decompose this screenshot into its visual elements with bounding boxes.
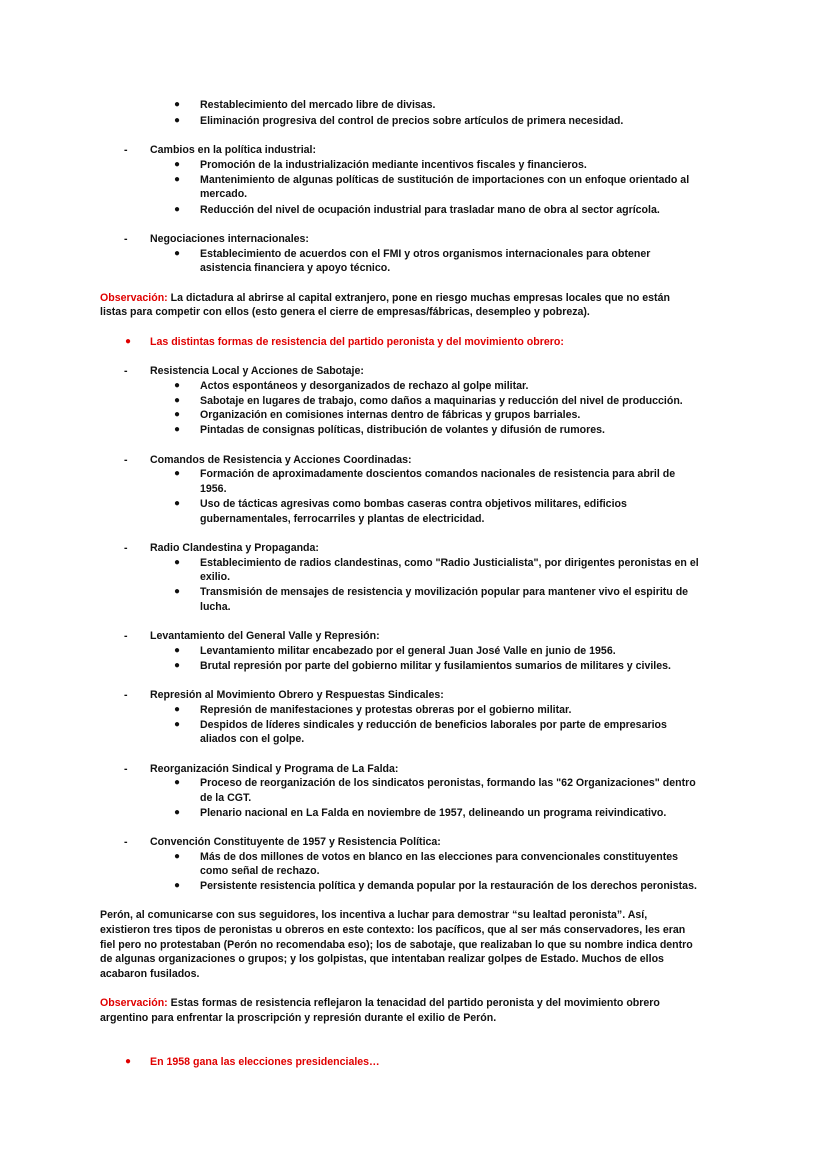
dash-marker: -: [124, 689, 128, 701]
observation-paragraph: [100, 291, 670, 306]
bullet-icon: ●: [125, 336, 132, 347]
list-item: Establecimiento de acuerdos con el FMI y otros organismos internacionales para obtener: [200, 248, 651, 260]
list-item: Sabotaje en lugares de trabajo, como daños a maquinarias y reducción del nivel de producción.: [200, 395, 683, 407]
bullet-icon: ●: [174, 777, 181, 788]
section-heading: Resistencia Local y Acciones de Sabotaje:: [150, 365, 364, 377]
dash-marker: -: [124, 233, 128, 245]
list-item: Reducción del nivel de ocupación industrial para trasladar mano de obra al sector agrícola.: [200, 204, 660, 216]
list-item: Transmisión de mensajes de resistencia y movilización popular para mantener vivo el espiritu de: [200, 586, 689, 598]
bullet-icon: ●: [174, 248, 181, 259]
bullet-icon: ●: [174, 174, 181, 185]
paragraph-line: argentino para enfrentar la proscripción y represión durante el exilio de Perón.: [100, 1012, 497, 1024]
list-item: Despidos de líderes sindicales y reducción de beneficios laborales por parte de empresarios: [200, 719, 667, 731]
observation-label: Observación:: [100, 997, 168, 1009]
section-heading: Levantamiento del General Valle y Represión:: [150, 630, 380, 642]
dash-marker: -: [124, 365, 128, 377]
paragraph-line: Perón, al comunicarse con sus seguidores, los incentiva a luchar para demostrar “su lealtad peronista”. Así,: [100, 909, 648, 921]
bullet-icon: ●: [174, 424, 181, 435]
bullet-icon: ●: [174, 557, 181, 568]
observation-paragraph: [100, 996, 660, 1011]
list-item-continuation: 1956.: [200, 483, 227, 495]
list-item: Actos espontáneos y desorganizados de rechazo al golpe militar.: [200, 380, 529, 392]
dash-marker: -: [124, 763, 128, 775]
list-item: Uso de tácticas agresivas como bombas caseras contra objetivos militares, edificios: [200, 498, 627, 510]
section-heading: Cambios en la política industrial:: [150, 144, 316, 156]
bullet-icon: ●: [174, 409, 181, 420]
section-heading: Negociaciones internacionales:: [150, 233, 309, 245]
bullet-icon: ●: [174, 395, 181, 406]
section-heading: Reorganización Sindical y Programa de La Falda:: [150, 763, 399, 775]
list-item: Levantamiento militar encabezado por el general Juan José Valle en junio de 1956.: [200, 645, 616, 657]
paragraph-line: listas para competir con ellos (esto genera el cierre de empresas/fábricas, desempleo y pobreza).: [100, 306, 590, 318]
paragraph-line: acabaron fusilados.: [100, 968, 200, 980]
list-item: Represión de manifestaciones y protestas obreras por el gobierno militar.: [200, 704, 572, 716]
list-item: Promoción de la industrialización mediante incentivos fiscales y financieros.: [200, 159, 587, 171]
bullet-icon: ●: [174, 645, 181, 656]
bullet-icon: ●: [174, 851, 181, 862]
bullet-icon: ●: [125, 1056, 132, 1067]
list-item-continuation: como señal de rechazo.: [200, 865, 320, 877]
section-heading: Radio Clandestina y Propaganda:: [150, 542, 319, 554]
section-heading: Represión al Movimiento Obrero y Respuestas Sindicales:: [150, 689, 444, 701]
bullet-icon: ●: [174, 115, 181, 126]
section-heading: Convención Constituyente de 1957 y Resistencia Política:: [150, 836, 441, 848]
red-heading: En 1958 gana las elecciones presidenciales…: [150, 1056, 380, 1068]
bullet-icon: ●: [174, 380, 181, 391]
dash-marker: -: [124, 144, 128, 156]
bullet-icon: ●: [174, 468, 181, 479]
list-item: Eliminación progresiva del control de precios sobre artículos de primera necesidad.: [200, 115, 624, 127]
paragraph-line: existieron tres tipos de peronistas u obreros en este contexto: los pacíficos, que al ser más conservadores, les eran: [100, 924, 686, 936]
observation-text: Estas formas de resistencia reflejaron la tenacidad del partido peronista y del movimiento obrero: [167, 997, 660, 1009]
list-item: Proceso de reorganización de los sindicatos peronistas, formando las "62 Organizaciones" dentro: [200, 777, 696, 789]
list-item: Restablecimiento del mercado libre de divisas.: [200, 99, 436, 111]
list-item: Brutal represión por parte del gobierno militar y fusilamientos sumarios de militares y civiles.: [200, 660, 671, 672]
list-item-continuation: lucha.: [200, 601, 231, 613]
bullet-icon: ●: [174, 498, 181, 509]
bullet-icon: ●: [174, 204, 181, 215]
list-item-continuation: asistencia financiera y apoyo técnico.: [200, 262, 391, 274]
bullet-icon: ●: [174, 586, 181, 597]
bullet-icon: ●: [174, 880, 181, 891]
dash-marker: -: [124, 454, 128, 466]
list-item-continuation: de la CGT.: [200, 792, 252, 804]
list-item: Persistente resistencia política y demanda popular por la restauración de los derechos peronistas.: [200, 880, 697, 892]
list-item-continuation: gubernamentales, ferrocarriles y plantas de electricidad.: [200, 513, 485, 525]
list-item: Más de dos millones de votos en blanco en las elecciones para convencionales constituyentes: [200, 851, 679, 863]
list-item-continuation: exilio.: [200, 571, 231, 583]
section-heading: Comandos de Resistencia y Acciones Coordinadas:: [150, 454, 412, 466]
paragraph-line: fiel pero no protestaban (Perón no recomendaba eso); los de sabotaje, que realizaban lo que su nombre indica dentro: [100, 939, 693, 951]
observation-text: La dictadura al abrirse al capital extranjero, pone en riesgo muchas empresas locales que no están: [167, 292, 670, 304]
list-item: Establecimiento de radios clandestinas, como "Radio Justicialista", por dirigentes peronistas en el: [200, 557, 699, 569]
bullet-icon: ●: [174, 99, 181, 110]
list-item-continuation: aliados con el golpe.: [200, 733, 305, 745]
bullet-icon: ●: [174, 159, 181, 170]
observation-label: Observación:: [100, 292, 168, 304]
list-item: Organización en comisiones internas dentro de fábricas y grupos barriales.: [200, 409, 581, 421]
list-item: Pintadas de consignas políticas, distribución de volantes y difusión de rumores.: [200, 424, 606, 436]
bullet-icon: ●: [174, 704, 181, 715]
dash-marker: -: [124, 630, 128, 642]
list-item: Formación de aproximadamente doscientos comandos nacionales de resistencia para abril de: [200, 468, 676, 480]
bullet-icon: ●: [174, 807, 181, 818]
bullet-icon: ●: [174, 719, 181, 730]
dash-marker: -: [124, 542, 128, 554]
bullet-icon: ●: [174, 660, 181, 671]
list-item: Plenario nacional en La Falda en noviembre de 1957, delineando un programa reivindicativo.: [200, 807, 667, 819]
paragraph-line: de algunas organizaciones o grupos; y los golpistas, que intentaban realizar golpes de Estado. Muchos de ellos: [100, 953, 664, 965]
dash-marker: -: [124, 836, 128, 848]
red-heading: Las distintas formas de resistencia del partido peronista y del movimiento obrero:: [150, 336, 564, 348]
list-item-continuation: mercado.: [200, 188, 248, 200]
list-item: Mantenimiento de algunas políticas de sustitución de importaciones con un enfoque orientado al: [200, 174, 690, 186]
